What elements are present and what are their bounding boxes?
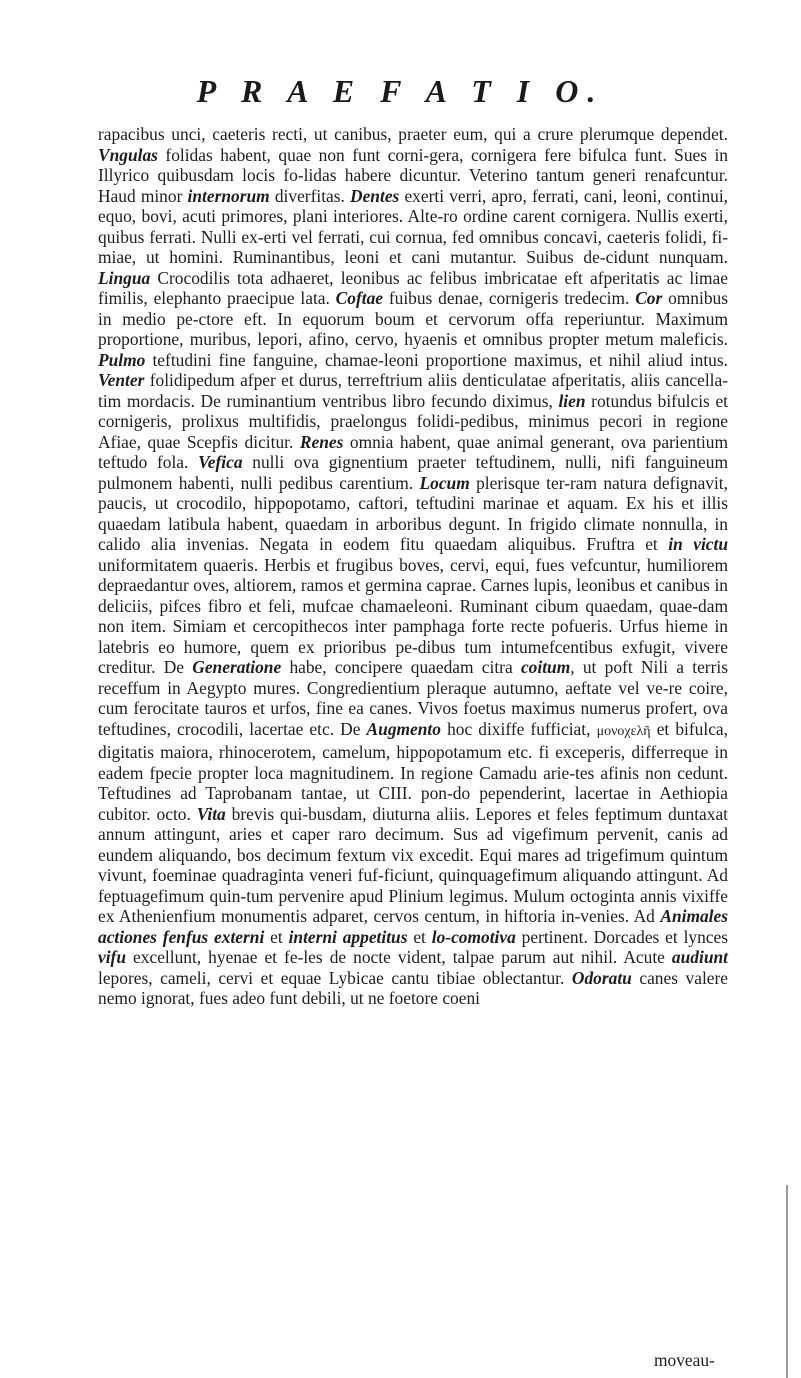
- text-run: rapacibus unci, caeteris recti, ut canibus, praeter eum, qui a crure plerumque dependet.: [98, 124, 728, 144]
- italic-term: Vefica: [198, 452, 243, 472]
- italic-term: Generatione: [192, 657, 282, 677]
- italic-term: Venter: [98, 370, 145, 390]
- text-run: omnia habent, quae animal generant, ova parientium teftudo fola.: [98, 431, 728, 472]
- italic-term: lien: [558, 390, 586, 411]
- italic-term: lo-comotiva: [431, 926, 516, 947]
- text-run: et: [407, 926, 432, 947]
- italic-term: interni appetitus: [288, 926, 408, 947]
- italic-term: internorum: [187, 185, 270, 206]
- text-run: , ut poft Nili a terris receffum in Aegypto mures. Congredientium pleraque autumno, aeftate vel ve-re coire, cum ferocitate tauros et urfos, fine ea canes. Vivos foetus maximus numerus profert, ova teftudines, crocodili, lacertae etc. De: [98, 657, 728, 739]
- italic-term: Coftae: [335, 288, 384, 308]
- running-head: P R A E F A T I O.: [196, 73, 605, 109]
- text-run: canes valere nemo ignorat, fues adeo funt debili, ut ne foetore coeni: [98, 967, 728, 1008]
- text-run: fuibus denae, cornigeris tredecim.: [383, 288, 636, 308]
- text-run: teftudini fine fanguine, chamae-leoni proportione maximus, et nihil aliud intus.: [145, 349, 728, 370]
- italic-term: Augmento: [366, 718, 441, 739]
- italic-term: Dentes: [350, 185, 400, 206]
- text-run: pertinent. Dorcades et lynces: [515, 926, 729, 947]
- text-run: brevis qui-busdam, diuturna aliis. Lepores et feles feptimum duntaxat annum attingunt, aries et caper raro decimum. Sus ad vigefimum pervenit, canis ad eundem aliquando, bos decimum fextum vix excedit. Equi mares ad trigefimum quintum vivunt, foeminae quadraginta veneri fuf-ficiunt, quinquagefimum aliquando attingunt. Ad feptuagefimum quin-tum pervenire apud Plinium legimus. Mulum octoginta annis vixiffe ex Athenienfium monumentis adparet, cervos centum, in hiftoria in-venies. Ad: [98, 803, 728, 926]
- text-run: nulli ova gignentium praeter teftudinem, nulli, nifi fanguineum pulmonem habenti, nulli pedibus carentium.: [98, 452, 728, 493]
- italic-term: coitum: [520, 657, 571, 677]
- italic-term: Cor: [635, 288, 663, 308]
- italic-term: Lingua: [98, 267, 151, 288]
- text-run: diverfitas.: [269, 185, 351, 206]
- text-run: folidas habent, quae non funt corni-gera, cornigera fere bifulca funt. Sues in Illyrico quibusdam locis fo-lidas habere dicuntur. Veterino tantum generi renafcuntur. Haud minor: [98, 144, 728, 206]
- catchword: moveau-: [654, 1350, 715, 1370]
- italic-term: in victu: [668, 534, 728, 554]
- italic-term: Vita: [196, 803, 226, 824]
- text-run: folidipedum afper et durus, terreftrium aliis denticulatae afperitatis, aliis cancella-tim mordacis. De ruminantium ventribus libro fecundo diximus,: [98, 370, 728, 411]
- text-run: habe, concipere quaedam citra: [281, 657, 521, 677]
- italic-term: Renes: [299, 431, 344, 452]
- text-run: et: [264, 926, 289, 947]
- text-run: et bifulca, digitatis maiora, rhinocerotem, camelum, hippopotamum etc. fi exceperis, differreque in eadem fpecie propter loca magnitudinem. In regione Camadu arie-tes afinis non cedunt. Teftudines ad Taprobanam tantae, ut CIII. pon-do pependerint, lacertae in Aethiopia cubitor. octo.: [98, 718, 728, 824]
- text-run: plerisque ter-ram natura defignavit, paucis, ut crocodilo, hippopotamo, caftori, teftudini marinae et aquam. Ex his et illis quaedam latibula habent, quaedam in arboribus degunt. In frigido climate nonnulla, in calido alia invenias. Negata in eodem fitu quaedam aliquibus. Fruftra et: [98, 472, 728, 554]
- text-run: hoc dixiffe fufficiat,: [440, 718, 597, 739]
- text-run: excellunt, hyenae et fe-les de nocte vident, talpae parum aut nihil. Acute: [126, 947, 672, 967]
- paragraph: [98, 124, 728, 1009]
- italic-term: Locum: [419, 472, 470, 493]
- italic-term: Animales actiones fenfus externi: [98, 906, 728, 947]
- body-text: [98, 124, 728, 1009]
- text-run: lepores, cameli, cervi et equae Lybicae cantu tibiae oblectantur.: [98, 967, 572, 988]
- page-edge-shadow: [786, 1185, 788, 1378]
- greek-term: μονοχελῆ: [596, 723, 651, 739]
- italic-term: audiunt: [671, 947, 728, 967]
- text-run: Crocodilis tota adhaeret, leonibus ac felibus imbricatae eft afperitatis ac limae fimilis, elephanto praecipue lata.: [98, 267, 728, 308]
- text-run: rotundus bifulcis et cornigeris, prolixus multifidis, praelongus folidi-pedibus, minimus pecori in regione Afiae, quae Scepfis dicitur.: [98, 390, 729, 452]
- italic-term: vifu: [98, 947, 127, 967]
- text-run: exerti verri, apro, ferrati, cani, leoni, continui, equo, bovi, acuti primores, plani interiores. Alte-ro ordine carent cornigera. Nullis exerti, quibus ferrati. Nulli ex-erti vel ferrati, cui cornua, fed omnibus concavi, caeteris folidi, fi-miae, ut homini. Ruminantibus, leoni et cani mutantur. Suibus de-cidunt nunquam.: [98, 185, 729, 267]
- italic-term: Vngulas: [98, 144, 158, 165]
- text-run: omnibus in medio pe-ctore eft. In equorum boum et cervorum offa reperiuntur. Maximum proportione, muribus, lepori, afino, cervo, hyaenis et omnibus propter metum maleficis.: [98, 288, 728, 349]
- text-run: uniformitatem quaeris. Herbis et frugibus boves, cervi, equi, fues vefcuntur, humiliorem depraedantur oves, altiorem, ramos et germina caprae. Carnes lupis, leonibus et canibus in deliciis, pifces fibro et feli, mufcae chamaeleoni. Ruminant cibum quaedam, quae-dam non item. Simiam et cercopithecos inter pamphaga forte recte pofueris. Urfus hieme in latebris eo humore, quem ex prioribus pe-dibus tum intumefcentibus exfugit, vivere creditur. De: [98, 554, 728, 677]
- italic-term: Odoratu: [571, 967, 632, 988]
- italic-term: Pulmo: [98, 349, 146, 370]
